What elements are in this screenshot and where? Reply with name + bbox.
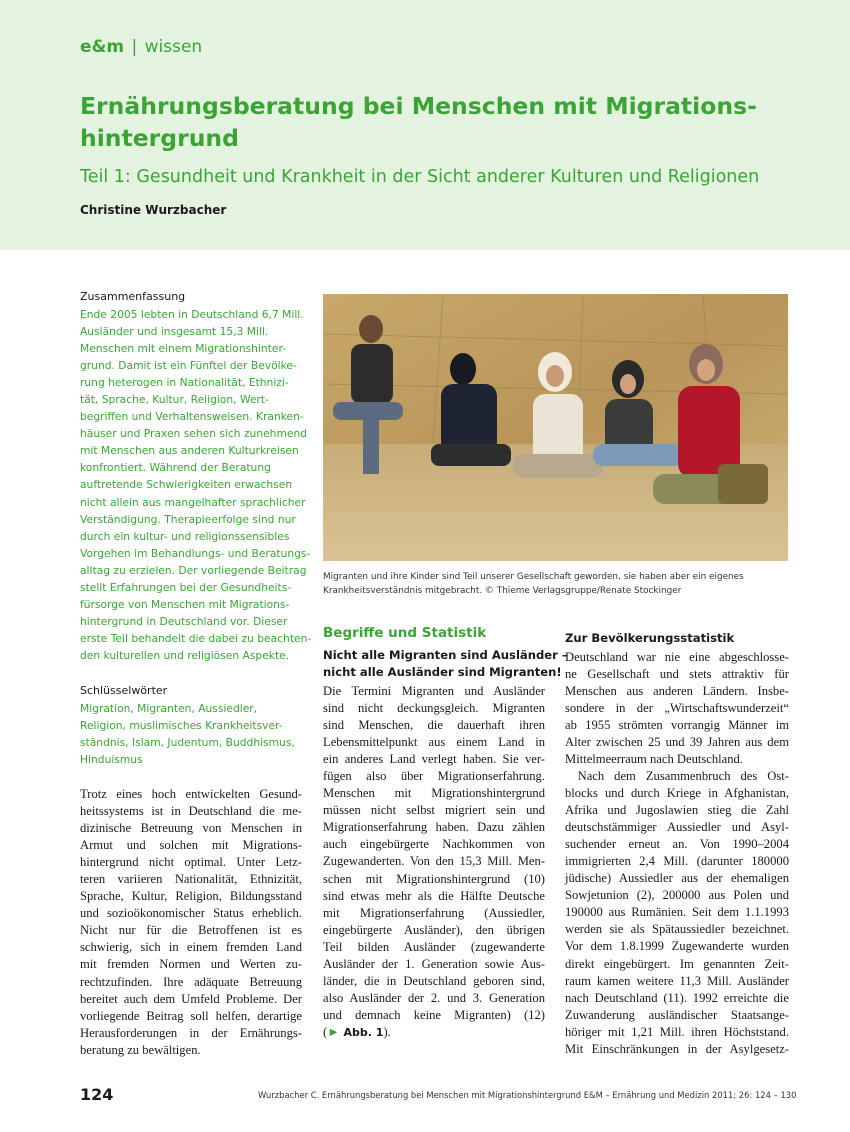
summary-line: häuser und Praxen sehen sich zunehmend [80,427,307,441]
body-line: Migrationserfahrung haben. Dazu zählen [323,820,545,835]
figure-photo [323,294,788,561]
body-line: Menschen mit Migrationshintergrund [323,786,545,801]
citation-line: Wurzbacher C. Ernährungsberatung bei Menschen mit Migrationshintergrund E&M – Ernährung und Medizin 2011; 26: 124 – 130 [258,1090,797,1100]
summary-line: Vorgehen im Behandlungs- und Beratungs- [80,546,311,560]
intro-line: und sozioökonomischer Status erheblich. [80,906,302,921]
intro-line: dizinische Betreuung von Menschen in [80,821,302,836]
brand-main: e&m [80,37,125,57]
summary-line: stellt Erfahrungen bei der Gesundheits- [80,580,292,594]
stat-line: deutschstämmiger Aussiedler und Asyl- [565,820,789,835]
body-line: fügen also über Migrationserfahrung. [323,769,545,784]
summary-text [80,306,311,664]
statistics-paragraph-1 [565,649,789,768]
intro-line: beratung zu bewältigen. [80,1042,201,1057]
keywords-heading: Schlüsselwörter [80,684,168,697]
keyword-line: Religion, muslimisches Krankheitsver- [80,719,283,733]
summary-line: rung heterogen in Nationalität, Ethnizi- [80,376,289,390]
body-line: Teil bilden Ausländer (zugewanderte [323,939,545,954]
body-line: sind nicht deckungsgleich. Migranten [323,701,545,716]
photo-illustration [323,294,788,561]
body-line: mit Migrationserfahrung (Aussiedler, [323,905,545,920]
intro-line: rechtzufinden. Ihre adäquate Betreuung [80,974,302,989]
intro-line: Trotz eines hoch entwickelten Gesund- [80,787,302,801]
stat-line: 190000 aus Rumänien. Seit dem 1.1.1993 [565,905,789,920]
keyword-line: Hinduismus [80,753,143,767]
ref-close: ). [383,1025,391,1039]
summary-line: nicht allein aus mangelhafter sprachlicher [80,495,306,509]
summary-line: auftretende Schwierigkeiten erwachsen [80,478,293,492]
summary-heading: Zusammenfassung [80,290,186,303]
body-line: sind Menschen, die dauerhaft ihren [323,718,545,733]
body-line: eingebürgerte Ausländer), den übrigen [323,922,545,937]
stat-line: Mit Einschränkungen in der Asylgesetz- [565,1041,789,1056]
intro-line: heitssystems ist in Deutschland die me- [80,804,302,819]
body-line: Ausländer der 1. Generation sowie Aus- [323,956,545,971]
arrow-icon: ► [327,1025,340,1039]
body-line: Die Termini Migranten und Ausländer [323,684,545,698]
intro-line: bereitet auch dem Umfeld Probleme. Der [80,991,302,1006]
stat-line: werden sie als Spätaussiedler bezeichnet. [565,922,789,937]
subtitle-line: nicht alle Ausländer sind Migranten! [323,665,562,679]
summary-line: erste Teil behandelt die dabei zu beachten- [80,631,312,645]
intro-line: vorliegende Beitrag soll helfen, derartige [80,1008,302,1023]
subtitle-line: Nicht alle Migranten sind Ausländer – [323,648,568,662]
summary-line: tät, Sprache, Kultur, Religion, Wert- [80,393,269,407]
section-body [323,683,545,1024]
stat-line: nach Deutschland (11). 1992 erreichte die [565,990,789,1005]
summary-line: mit Menschen aus anderen Kulturkreisen [80,444,299,458]
section-subtitle [323,647,568,681]
section-title: Begriffe und Statistik [323,625,487,641]
stat-line: ne Gesellschaft und stets attraktiv für [565,667,789,682]
summary-line: Ende 2005 lebten in Deutschland 6,7 Mill. [80,308,304,321]
summary-line: durch ein kultur- und religionssensibles [80,529,290,543]
body-line: auch eingebürgerte Nachkommen von [323,837,545,852]
page-number: 124 [80,1085,114,1104]
stat-line: sondere in der „Wirtschaftswunderzeit“ [565,701,789,716]
article-subtitle: Teil 1: Gesundheit und Krankheit in der Sicht anderer Kulturen und Religionen [80,167,760,187]
stat-line: höriger mit 1,21 Mill. ihren Höchststand. [565,1024,789,1039]
stat-line: Deutschland war nie eine abgeschlosse- [565,650,789,664]
stat-line: blocks und durch Kriege in Afghanistan, [565,786,789,801]
summary-line: fürsorge von Menschen mit Migrations- [80,597,290,611]
stat-line: Menschen aus anderen Ländern. Insbe- [565,684,789,699]
stat-line: suchender erneut an. Von 1990–2004 [565,837,789,852]
intro-line: schwierig, sich in einem fremden Land [80,940,302,955]
summary-line: grund. Damit ist ein Fünftel der Bevölke- [80,359,297,373]
stat-line: raum kamen weitere 11,3 Mill. Ausländer [565,973,789,988]
stat-line: Afrika und Jugoslawien stieg die Zahl [565,803,789,818]
author-name: Christine Wurzbacher [80,203,227,217]
keyword-line: ständnis, Islam, Judentum, Buddhismus, [80,736,295,750]
journal-brand [80,37,202,57]
stat-line: immigrierten 2,4 Mill. (darunter 180000 [565,854,789,869]
body-line: und demnach keine Migranten) (12) [323,1007,545,1022]
stat-line: Nach dem Zusammenbruch des Ost- [577,769,789,783]
figure-reference-line [323,1024,545,1041]
figure-reference-link[interactable]: Abb. 1 [339,1026,384,1039]
figure-caption [323,571,793,598]
stat-line: Alter zwischen 25 und 39 Jahren aus dem [565,735,789,750]
stat-line: ab 1955 strömten vorrangig Männer im [565,718,789,733]
brand-separator: | [131,37,138,57]
caption-line: Migranten und ihre Kinder sind Teil unserer Gesellschaft geworden, sie haben aber ein eigenes [323,572,744,582]
intro-line: teren variieren Nationalität, Ethnizität, [80,872,302,887]
stat-line: Zuwanderung ausländischer Staatsange- [565,1007,789,1022]
body-line: Zugewanderten. Von den 15,3 Mill. Men- [323,854,545,869]
body-line: also Ausländer der 2. und 3. Generation [323,990,545,1005]
body-line: länder, die in Deutschland geboren sind, [323,973,545,988]
summary-line: hintergrund in Deutschland vor. Dieser [80,614,288,628]
stat-line: Mittelmeerraum nach Deutschland. [565,752,743,767]
title-line: Ernährungsberatung bei Menschen mit Migrations- [80,92,757,120]
statistics-paragraph-2 [565,768,789,1058]
body-line: ein anderes Land verlegt haben. Sie ver- [323,752,545,767]
body-line: müssen nicht selbst migriert sein und [323,803,545,818]
summary-line: begriffen und Verhaltensweisen. Kranken- [80,410,304,424]
body-line: Lebensmittelpunkt aus einem Land in [323,735,545,750]
caption-line: Krankheitsverständnis mitgebracht. © Thieme Verlagsgruppe/Renate Stockinger [323,585,682,596]
body-line: sind etwas mehr als die Hälfte Deutsche [323,888,545,903]
stat-line: jüdische) Aussiedler aus der ehemaligen [565,871,789,886]
brand-section: wissen [144,37,203,57]
summary-line: alltag zu erzielen. Der vorliegende Beitrag [80,563,307,577]
summary-line: Menschen mit einem Migrationshinter- [80,342,287,356]
stat-line: Vor dem 1.8.1999 Zugewanderte wurden [565,939,789,954]
stat-line: Sowjetunion (2), 200000 aus Polen und [565,888,789,903]
body-line: schen mit Migrationshintergrund (10) [323,871,545,886]
keywords-text [80,700,295,768]
summary-line: Verständigung. Therapieerfolge sind nur [80,512,296,526]
article-title [80,90,780,154]
summary-line: konfrontiert. Während der Beratung [80,461,271,475]
stat-line: direkt eingebürgert. Im genannten Zeit- [565,956,789,971]
summary-line: den kulturellen und religiösen Aspekte. [80,648,290,662]
keyword-line: Migration, Migranten, Aussiedler, [80,702,258,715]
title-line: hintergrund [80,124,239,152]
ref-open: ( [323,1025,328,1039]
intro-line: Nicht nur für die Betroffenen ist es [80,923,302,938]
intro-line: mit fremden Normen und Werten zu- [80,957,302,972]
intro-line: Herausforderungen in der Ernährungs- [80,1025,302,1040]
intro-line: hintergrund nicht optimal. Unter Letz- [80,855,302,870]
intro-paragraph [80,786,302,1059]
intro-line: Sprache, Kultur, Religion, Bildungsstand [80,889,302,904]
statistics-heading: Zur Bevölkerungsstatistik [565,631,735,645]
summary-line: Ausländer und insgesamt 15,3 Mill. [80,325,269,339]
intro-line: Armut und solchen mit Migrations- [80,838,302,853]
